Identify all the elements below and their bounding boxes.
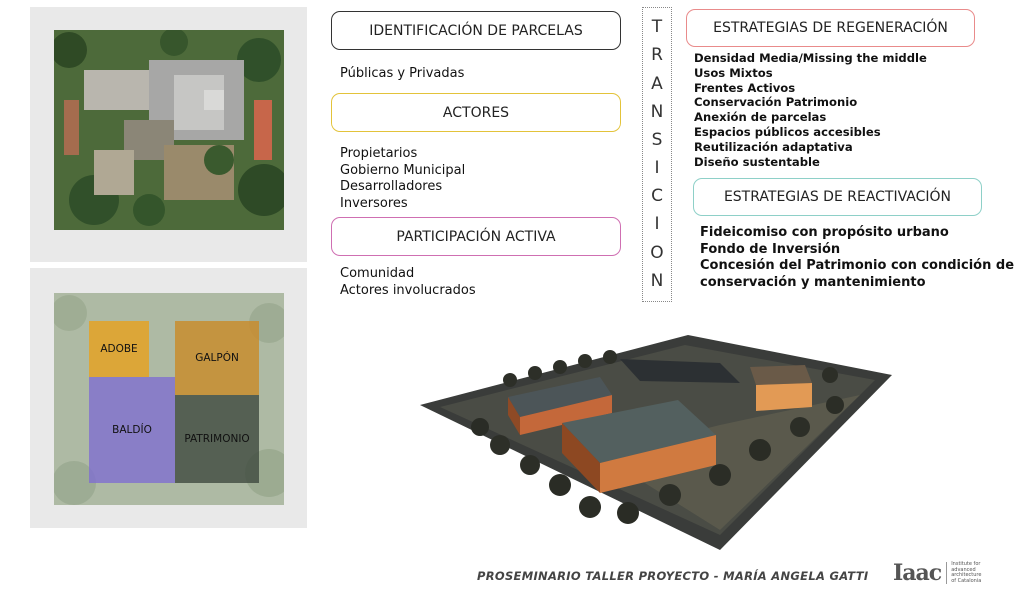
regeneracion-pill [686,9,975,47]
identificacion-pill [331,11,621,50]
list-item: Públicas y Privadas [340,66,465,81]
identificacion-list [340,66,464,83]
list-item: Usos Mixtos [694,65,773,80]
list-item: conservación y mantenimiento [700,274,926,290]
iaac-logo [893,560,981,586]
participacion-pill [331,217,621,256]
transicion-letter: A [651,73,663,94]
site-rendering [420,335,892,550]
list-item: Frentes Activos [694,80,796,95]
reactivacion-list [700,225,1014,291]
transicion-letter: O [650,242,664,263]
list-item: Inversores [340,195,408,211]
list-item: Desarrolladores [340,179,443,194]
actores-list [340,146,465,212]
transicion-letter: I [654,158,660,179]
list-item: Densidad Media/Missing the middle [694,51,927,65]
list-item: Conservación Patrimonio [694,95,858,110]
list-item: Concesión del Patrimonio con condición de [700,258,1015,273]
list-item: Anexión de parcelas [694,110,827,125]
iaac-logo-caption: Institute for advanced architecture of Catalonia [946,562,981,584]
transicion-letter: N [650,101,664,122]
reactivacion-title: ESTRATEGIAS DE REACTIVACIÓN [723,189,952,205]
transicion-letter: S [651,129,663,150]
list-item: Propietarios [340,146,418,161]
list-item: Fideicomiso con propósito urbano [700,225,949,240]
participacion-title: PARTICIPACIÓN ACTIVA [396,228,556,245]
zone-baldio [89,377,175,483]
regeneracion-title: ESTRATEGIAS DE REGENERACIÓN [713,20,948,36]
regeneracion-list [694,51,927,169]
transicion-letter: I [654,214,660,235]
transicion-letter: T [651,17,663,38]
zone-patrimonio [175,395,259,483]
footer-credit: PROSEMINARIO TALLER PROYECTO - MARÍA ANGELA GATTI [477,569,869,583]
transicion-letter: C [651,186,663,207]
list-item: Actores involucrados [340,282,476,298]
transicion-column [642,7,672,302]
zone-patrimonio-label: PATRIMONIO [184,433,250,445]
list-item: Reutilización adaptativa [694,139,853,154]
zone-galpon-label: GALPÓN [195,352,239,364]
reactivacion-pill [693,178,982,216]
list-item: Gobierno Municipal [340,162,466,178]
actores-pill [331,93,621,132]
actores-title: ACTORES [442,104,510,121]
iaac-logo-mark: Iaac [893,560,942,586]
aerial-photo [54,30,284,230]
list-item: Espacios públicos accesibles [694,124,881,139]
zone-adobe-label: ADOBE [100,343,138,355]
list-item: Comunidad [340,266,415,281]
identificacion-title: IDENTIFICACIÓN DE PARCELAS [369,22,583,39]
zone-baldio-label: BALDÍO [112,424,152,436]
transicion-letter: R [651,45,663,66]
zone-adobe [89,321,149,377]
zone-galpon [175,321,259,395]
participacion-list [340,266,476,299]
transicion-letter: N [650,270,664,291]
list-item: Fondo de Inversión [700,241,841,257]
list-item: Diseño sustentable [694,154,820,169]
